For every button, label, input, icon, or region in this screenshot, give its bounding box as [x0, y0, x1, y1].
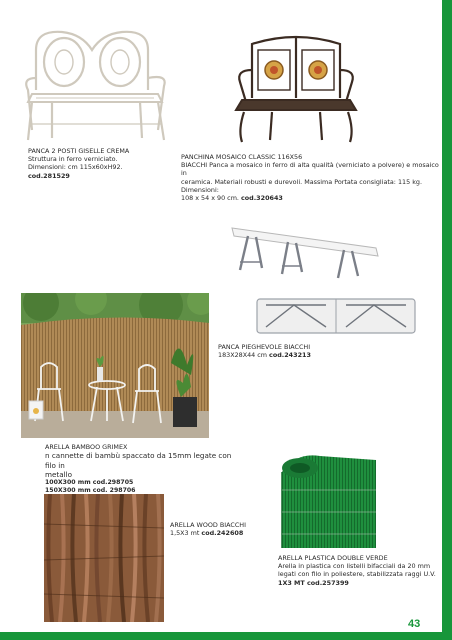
plastica-caption	[278, 554, 440, 587]
plastica-line2: legati con filo in poliestere, stabilizzata raggi U.V.	[278, 570, 436, 579]
folded-bench-image	[256, 297, 416, 335]
giselle-bench-image	[22, 20, 172, 145]
page-number: 43	[408, 618, 421, 630]
mosaico-line2: ceramica. Materiali robusti e durevoli. Massima Portata consigliata: 115 kg. Dimensioni:	[181, 177, 422, 194]
green-side-bar	[442, 0, 452, 640]
plastica-title: ARELLA PLASTICA DOUBLE VERDE	[278, 554, 388, 562]
pieghevole-caption	[218, 343, 418, 359]
plastica-line1: Arella in plastica con listelli bifacciali da 20 mm	[278, 562, 431, 571]
giselle-line2: Dimensioni: cm 115x60xH92.	[28, 163, 123, 172]
mosaico-bench-image	[232, 30, 360, 148]
wood-code: cod.242608	[201, 529, 244, 538]
plastica-code: cod.257399	[307, 578, 349, 587]
mosaico-caption	[181, 153, 443, 202]
mosaico-title: PANCHINA MOSAICO CLASSIC 116X56	[181, 153, 303, 161]
wood-reed-image	[44, 494, 164, 622]
bamboo-title: ARELLA BAMBOO GRIMEX	[45, 443, 128, 451]
mosaico-line1: BIACCHI Panca a mosaico in ferro di alta qualità (verniciato a polvere) e mosaico in	[181, 161, 439, 178]
giselle-title: PANCA 2 POSTI GISELLE CREMA	[28, 147, 130, 155]
pieghevole-dims: 183X28X44 cm	[218, 351, 267, 360]
wood-title: ARELLA WOOD BIACCHI	[170, 521, 246, 529]
bamboo-code-1: 100X300 mm cod.298705	[45, 479, 134, 487]
bamboo-line2: metallo	[45, 469, 73, 479]
wood-caption	[170, 521, 280, 537]
giselle-caption	[28, 147, 178, 180]
pieghevole-code: cod.243213	[269, 351, 311, 360]
folding-bench-image	[226, 218, 386, 280]
pieghevole-title: PANCA PIEGHEVOLE BIACCHI	[218, 343, 311, 351]
mosaico-code: cod.320643	[241, 194, 283, 203]
giselle-line1: Struttura in ferro verniciato.	[28, 155, 118, 164]
bamboo-line1: n cannette di bambù spaccato da 15mm legate con filo in	[45, 451, 232, 470]
green-bottom-rule	[0, 632, 452, 640]
mosaico-line3: 108 x 54 x 90 cm.	[181, 194, 239, 203]
plastica-dims: 1X3 MT	[278, 578, 305, 587]
wood-dims: 1,5X3 mt	[170, 529, 200, 538]
plastic-reed-roll-image	[276, 450, 384, 552]
giselle-code: cod.281529	[28, 171, 70, 180]
bamboo-garden-photo	[21, 293, 209, 438]
bamboo-code-2: 150X300 mm cod. 298706	[45, 486, 136, 494]
